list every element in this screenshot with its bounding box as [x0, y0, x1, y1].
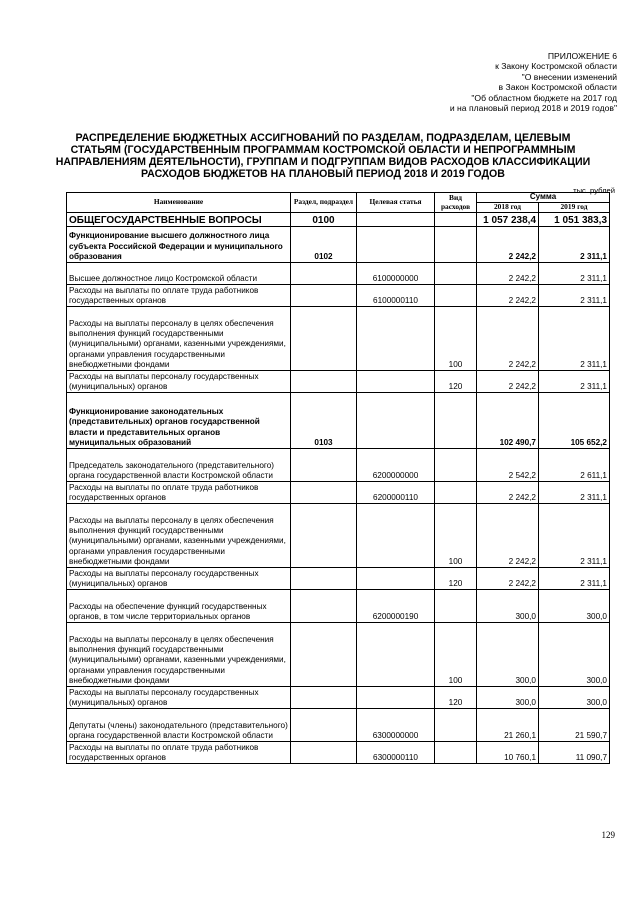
cell-name: Функционирование законодательных (представительных) органов государственной власти и представительных органов муниципальных образований	[67, 393, 291, 449]
cell-2018: 2 242,2	[477, 307, 539, 371]
table-row	[67, 227, 610, 263]
table-row	[67, 307, 610, 371]
cell-target	[357, 307, 435, 371]
cell-kind	[435, 285, 477, 307]
cell-2018: 2 242,2	[477, 285, 539, 307]
header-2019: 2019 год	[539, 203, 610, 213]
cell-target: 6300000000	[357, 709, 435, 742]
table-row	[67, 687, 610, 709]
cell-name: Расходы на выплаты по оплате труда работников государственных органов	[67, 285, 291, 307]
table-row	[67, 568, 610, 590]
table-row	[67, 449, 610, 482]
header-sum: Сумма	[477, 193, 610, 203]
cell-2019: 2 311,1	[539, 504, 610, 568]
cell-section: 0103	[291, 393, 357, 449]
cell-target	[357, 504, 435, 568]
cell-2019: 2 311,1	[539, 568, 610, 590]
cell-2019: 2 311,1	[539, 263, 610, 285]
table-row	[67, 213, 610, 227]
cell-section	[291, 590, 357, 623]
cell-kind: 120	[435, 687, 477, 709]
table-row	[67, 482, 610, 504]
cell-kind	[435, 263, 477, 285]
cell-section	[291, 623, 357, 687]
cell-2018: 2 242,2	[477, 227, 539, 263]
cell-section	[291, 687, 357, 709]
cell-section: 0100	[291, 213, 357, 227]
table-row	[67, 285, 610, 307]
table-row	[67, 263, 610, 285]
cell-name: Высшее должностное лицо Костромской области	[67, 263, 291, 285]
cell-kind	[435, 590, 477, 623]
budget-table	[66, 192, 610, 764]
table-row	[67, 742, 610, 764]
cell-2018: 2 542,2	[477, 449, 539, 482]
cell-target: 6300000110	[357, 742, 435, 764]
page-number: 129	[601, 830, 615, 840]
appendix-note	[450, 51, 617, 113]
cell-2018: 2 242,2	[477, 263, 539, 285]
appendix-line: ПРИЛОЖЕНИЕ 6	[547, 51, 617, 61]
appendix-line: "О внесении изменений	[521, 71, 617, 82]
cell-name: Расходы на выплаты по оплате труда работников государственных органов	[67, 742, 291, 764]
table-row	[67, 590, 610, 623]
cell-section	[291, 263, 357, 285]
cell-name: Депутаты (члены) законодательного (представительного) органа государственной власти Костромской области	[67, 709, 291, 742]
cell-2019: 105 652,2	[539, 393, 610, 449]
header-kind: Вид расходов	[435, 193, 477, 213]
cell-target: 6100000110	[357, 285, 435, 307]
cell-kind	[435, 742, 477, 764]
cell-2018: 300,0	[477, 590, 539, 623]
cell-kind: 120	[435, 568, 477, 590]
cell-2018: 2 242,2	[477, 504, 539, 568]
table-row	[67, 709, 610, 742]
cell-section	[291, 709, 357, 742]
cell-section	[291, 504, 357, 568]
cell-target	[357, 227, 435, 263]
header-section: Раздел, подраздел	[291, 193, 357, 213]
cell-name: Расходы на выплаты персоналу в целях обеспечения выполнения функций государственными (муниципальными) органами, казенными учреждениями, органами управления государственными внебюджетными фондами	[67, 504, 291, 568]
cell-section	[291, 371, 357, 393]
cell-kind: 100	[435, 307, 477, 371]
cell-name: Расходы на выплаты персоналу государственных (муниципальных) органов	[67, 371, 291, 393]
cell-name: Расходы на обеспечение функций государственных органов, в том числе территориальных органов	[67, 590, 291, 623]
cell-target: 6200000190	[357, 590, 435, 623]
cell-2019: 2 311,1	[539, 482, 610, 504]
cell-2019: 11 090,7	[539, 742, 610, 764]
cell-2019: 2 311,1	[539, 307, 610, 371]
header-name: Наименование	[67, 193, 291, 213]
header-2018: 2018 год	[477, 203, 539, 213]
cell-2018: 300,0	[477, 687, 539, 709]
cell-2018: 102 490,7	[477, 393, 539, 449]
cell-2019: 2 311,1	[539, 285, 610, 307]
cell-target: 6100000000	[357, 263, 435, 285]
cell-2019: 2 311,1	[539, 227, 610, 263]
appendix-line: и на плановый период 2018 и 2019 годов"	[449, 103, 617, 114]
table-row	[67, 393, 610, 449]
document-title: РАСПРЕДЕЛЕНИЕ БЮДЖЕТНЫХ АССИГНОВАНИЙ ПО РАЗДЕЛАМ, ПОДРАЗДЕЛАМ, ЦЕЛЕВЫМ СТАТЬЯМ (ГОСУДАРСТВЕННЫМ ПРОГРАММАМ КОСТРОМСКОЙ ОБЛАСТИ И НЕПРОГРАММНЫМ НАПРАВЛЕНИЯМ ДЕЯТЕЛЬНОСТИ), ГРУППАМ И ПОДГРУППАМ ВИДОВ РАСХОДОВ КЛАССИФИКАЦИИ РАСХОДОВ БЮДЖЕТОВ НА ПЛАНОВЫЙ ПЕРИОД 2018 И 2019 ГОДОВ	[55, 132, 591, 180]
cell-kind	[435, 709, 477, 742]
cell-2018: 2 242,2	[477, 371, 539, 393]
cell-target	[357, 623, 435, 687]
cell-kind: 100	[435, 623, 477, 687]
cell-2019: 300,0	[539, 590, 610, 623]
header-target: Целевая статья	[357, 193, 435, 213]
cell-kind: 100	[435, 504, 477, 568]
cell-target	[357, 568, 435, 590]
cell-section	[291, 307, 357, 371]
cell-2019: 1 051 383,3	[539, 213, 610, 227]
cell-section: 0102	[291, 227, 357, 263]
cell-name: ОБЩЕГОСУДАРСТВЕННЫЕ ВОПРОСЫ	[67, 213, 291, 227]
table-row	[67, 504, 610, 568]
cell-kind: 120	[435, 371, 477, 393]
cell-2019: 2 311,1	[539, 371, 610, 393]
cell-2019: 2 611,1	[539, 449, 610, 482]
cell-kind	[435, 213, 477, 227]
cell-target	[357, 393, 435, 449]
cell-name: Расходы на выплаты по оплате труда работников государственных органов	[67, 482, 291, 504]
cell-target	[357, 213, 435, 227]
cell-section	[291, 742, 357, 764]
table-row	[67, 623, 610, 687]
cell-2019: 300,0	[539, 687, 610, 709]
cell-2018: 10 760,1	[477, 742, 539, 764]
cell-name: Расходы на выплаты персоналу в целях обеспечения выполнения функций государственными (муниципальными) органами, казенными учреждениями, органами управления государственными внебюджетными фондами	[67, 307, 291, 371]
table-body	[67, 213, 610, 764]
cell-target	[357, 687, 435, 709]
table-row	[67, 371, 610, 393]
cell-2018: 300,0	[477, 623, 539, 687]
cell-2019: 21 590,7	[539, 709, 610, 742]
cell-section	[291, 482, 357, 504]
units-label: тыс. рублей	[573, 186, 615, 195]
cell-2018: 1 057 238,4	[477, 213, 539, 227]
cell-kind	[435, 393, 477, 449]
cell-section	[291, 568, 357, 590]
cell-target: 6200000000	[357, 449, 435, 482]
cell-section	[291, 449, 357, 482]
cell-kind	[435, 482, 477, 504]
appendix-line: "Об областном бюджете на 2017 год	[471, 92, 617, 103]
appendix-line: в Закон Костромской области	[498, 82, 617, 93]
cell-target	[357, 371, 435, 393]
cell-section	[291, 285, 357, 307]
cell-name: Расходы на выплаты персоналу государственных (муниципальных) органов	[67, 687, 291, 709]
cell-kind	[435, 227, 477, 263]
cell-2018: 21 260,1	[477, 709, 539, 742]
cell-2019: 300,0	[539, 623, 610, 687]
cell-name: Председатель законодательного (представительного) органа государственной власти Костромской области	[67, 449, 291, 482]
cell-name: Расходы на выплаты персоналу в целях обеспечения выполнения функций государственными (муниципальными) органами, казенными учреждениями, органами управления государственными внебюджетными фондами	[67, 623, 291, 687]
cell-name: Расходы на выплаты персоналу государственных (муниципальных) органов	[67, 568, 291, 590]
cell-kind	[435, 449, 477, 482]
cell-2018: 2 242,2	[477, 568, 539, 590]
cell-2018: 2 242,2	[477, 482, 539, 504]
cell-name: Функционирование высшего должностного лица субъекта Российской Федерации и муниципального образования	[67, 227, 291, 263]
appendix-line: к Закону Костромской области	[495, 61, 617, 72]
cell-target: 6200000110	[357, 482, 435, 504]
